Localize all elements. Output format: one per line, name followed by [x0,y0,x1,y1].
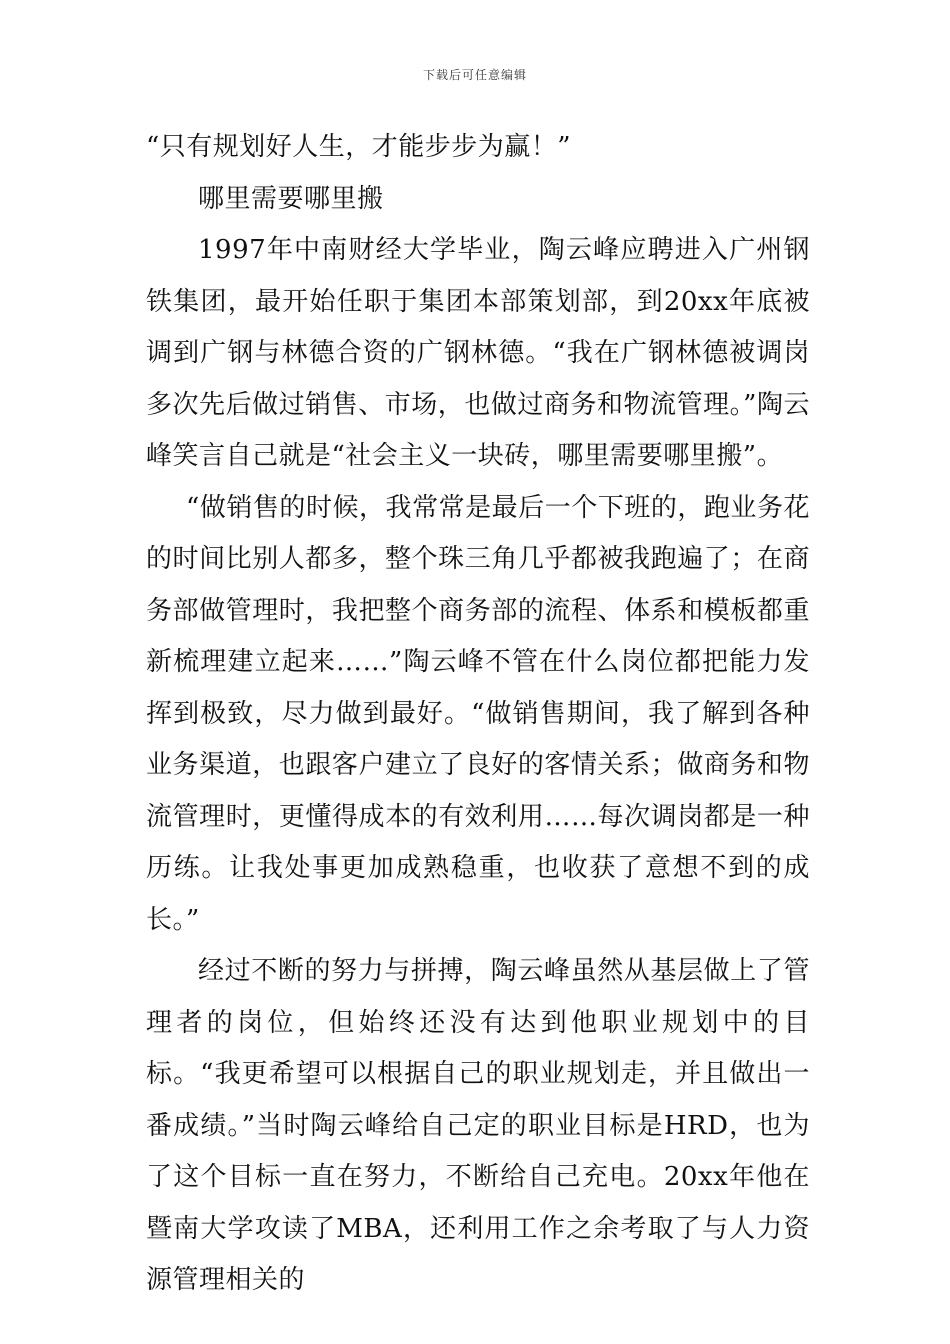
header-note: 下载后可任意编辑 [422,68,527,82]
body-paragraph: “做销售的时候，我常常是最后一个下班的，跑业务花的时间比别人都多，整个珠三角几乎都被我跑遍了；在商务部做管理时，我把整个商务部的流程、体系和模板都重新梳理建立起来……”陶云峰不管在什么岗位都把能力发挥到极致，尽力做到最好。“做销售期间，我了解到各种业务渠道，也跟客户建立了良好的客情关系；做商务和物流管理时，更懂得成本的有效利用……每次调岗都是一种历练。让我处事更加成熟稳重，也收获了意想不到的成长。” [146,492,810,935]
body-paragraph: 1997年中南财经大学毕业，陶云峰应聘进入广州钢铁集团，最开始任职于集团本部策划部，到20xx年底被调到广钢与林德合资的广钢林德。“我在广钢林德被调岗多次先后做过销售、市场，也做过商务和物流管理。”陶云峰笑言自己就是“社会主义一块砖，哪里需要哪里搬”。 [146,235,810,471]
opening-quote-paragraph: “只有规划好人生，才能步步为赢！” [146,132,572,162]
section-heading: 哪里需要哪里搬 [198,183,384,214]
document-body [146,122,810,1307]
body-paragraph: 经过不断的努力与拼搏，陶云峰虽然从基层做上了管理者的岗位，但始终还没有达到他职业规划中的目标。“我更希望可以根据自己的职业规划走，并且做出一番成绩。”当时陶云峰给自己定的职业目标是HRD，也为了这个目标一直在努力，不断给自己充电。20xx年他在暨南大学攻读了MBA，还利用工作之余考取了与人力资源管理相关的 [146,956,810,1295]
